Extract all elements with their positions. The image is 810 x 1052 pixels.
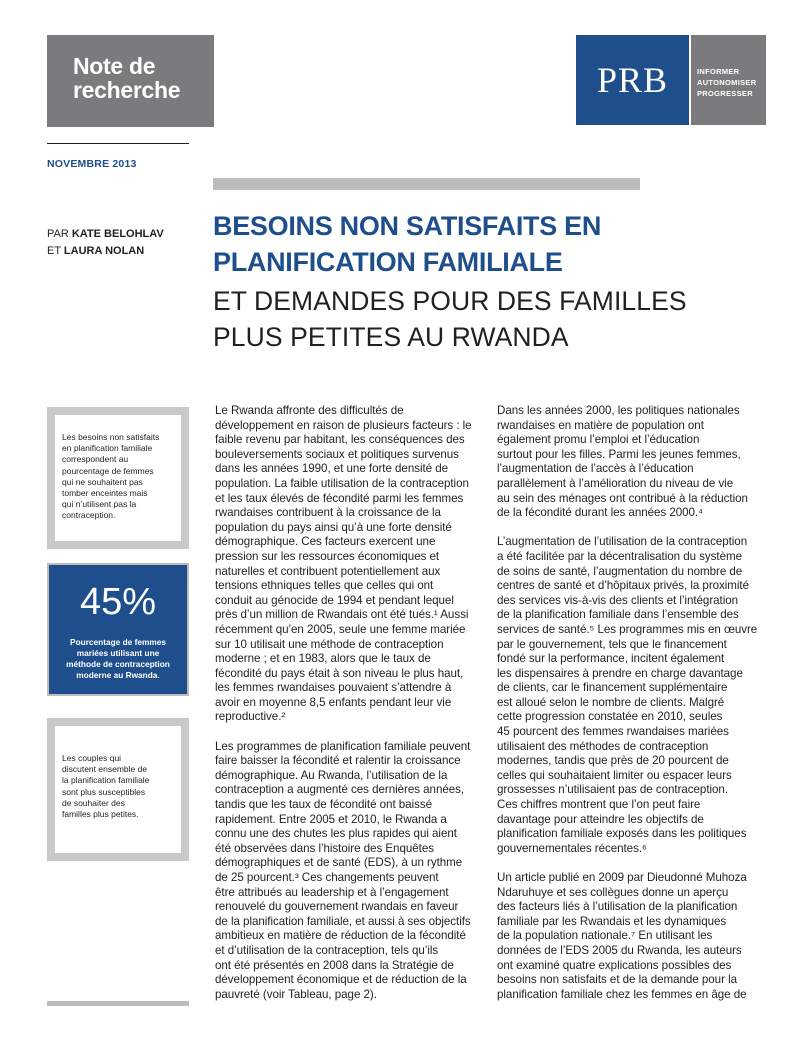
col1-line: tandis que les taux de fécondité ont baissé bbox=[215, 798, 432, 812]
col1-line: conduit au génocide de 1994 et pendant lequel bbox=[215, 593, 454, 607]
statcap-line: mariées utilisant une bbox=[76, 648, 160, 658]
col1-line: faible revenu par habitant, les conséquences des bbox=[215, 433, 465, 447]
col1-line: sur 10 utilisait une méthode de contraception bbox=[215, 637, 444, 651]
col1-line: de la planification familiale, et aussi à ses objectifs bbox=[215, 914, 471, 928]
col1-line: rapidement. Entre 2005 et 2010, le Rwanda a bbox=[215, 812, 447, 826]
sidebar-bottom-rule bbox=[47, 1001, 189, 1006]
series-label-line2: recherche bbox=[73, 77, 181, 103]
box3-line: la planification familiale bbox=[62, 775, 150, 786]
col2-line: par le gouvernement, tels que le financement bbox=[497, 637, 727, 651]
col1-line: avoir en moyenne 8,5 enfants pendant leur vie bbox=[215, 695, 452, 709]
title-sub-line2: PLUS PETITES AU RWANDA bbox=[213, 322, 569, 352]
author-1: KATE BELOHLAV bbox=[71, 228, 164, 240]
col2-line: Ces chiffres montrent que l’on peut faire bbox=[497, 798, 701, 812]
col2-line: des services vis-à-vis des clients et l’intégration bbox=[497, 593, 739, 607]
col2-line: des facteurs liés à l’utilisation de la planification bbox=[497, 900, 738, 914]
definition-callout bbox=[47, 407, 189, 549]
col1-line: être attribués au leadership et à l’engagement bbox=[215, 885, 449, 899]
box1-line: qui n’utilisent pas la bbox=[62, 499, 137, 510]
author-prefix-1: PAR bbox=[47, 228, 72, 240]
statistic-caption bbox=[55, 637, 181, 681]
col2-line: planification familiale exposés dans les politiques bbox=[497, 827, 747, 841]
col1-line: les femmes rwandaises pouvaient s’attendre à bbox=[215, 681, 452, 695]
col1-line: dans les années 1990, et une forte densité de bbox=[215, 462, 449, 476]
couples-callout bbox=[47, 718, 189, 861]
author-2: LAURA NOLAN bbox=[63, 245, 145, 257]
col1-line: renouvelé du gouvernement rwandais en faveur bbox=[215, 900, 459, 914]
col1-line: développement économique et de réduction de la bbox=[215, 973, 467, 987]
body-column-1 bbox=[215, 404, 487, 1002]
prb-logo-text: PRB bbox=[596, 60, 669, 100]
col1-line: et d’utilisation de la contraception, tels qu’ils bbox=[215, 943, 439, 957]
body-column-2 bbox=[497, 404, 777, 1002]
col1-line: ambitieux en matière de réduction de la fécondité bbox=[215, 929, 466, 943]
couples-text bbox=[62, 753, 149, 820]
col2-line: davantage pour atteindre les objectifs de bbox=[497, 812, 704, 826]
col2-line: parallèlement à l’amélioration du niveau de vie bbox=[497, 476, 734, 490]
prb-logo[interactable] bbox=[576, 35, 689, 125]
col2-line: besoins non satisfaits et de la demande pour la bbox=[497, 973, 737, 987]
title-main-line1: BESOINS NON SATISFAITS EN bbox=[213, 211, 602, 241]
box3-line: familles plus petites. bbox=[62, 809, 139, 820]
col2-line: grossesses n’utilisaient pas de contraception. bbox=[497, 783, 728, 797]
series-label-box bbox=[47, 35, 214, 127]
title-main-line2: PLANIFICATION FAMILIALE bbox=[213, 247, 563, 277]
statcap-line: moderne au Rwanda. bbox=[76, 670, 160, 680]
col2-line: cette progression constatée en 2010, seules bbox=[497, 710, 723, 724]
statcap-line: Pourcentage de femmes bbox=[70, 637, 166, 647]
col2-line: services de santé.⁵ Les programmes mis en œuvre bbox=[497, 622, 758, 636]
col2-line: Un article publié en 2009 par Dieudonné Muhoza bbox=[497, 871, 747, 884]
col1-line: population. La faible utilisation de la contraception bbox=[215, 476, 469, 490]
col1-line: Les programmes de planification familiale peuvent bbox=[215, 739, 471, 753]
header-divider bbox=[47, 143, 189, 144]
col2-line: de la planification familiale dans l’ensemble des bbox=[497, 608, 739, 622]
col2-line: de soins de santé, l’augmentation du nombre de bbox=[497, 564, 743, 578]
col1-line: connu une des chutes les plus rapides qui aient bbox=[215, 827, 457, 841]
col1-line: et les taux élevés de fécondité parmi les femmes bbox=[215, 491, 464, 505]
box1-line: correspondent au bbox=[62, 454, 129, 465]
col2-line bbox=[497, 521, 777, 536]
col1-line: rwandaises contribuent à la croissance de la bbox=[215, 506, 441, 520]
col2-line: a été facilitée par la décentralisation du système bbox=[497, 549, 742, 563]
col1-line: récemment qu’en 2005, seule une femme mariée bbox=[215, 622, 466, 636]
col2-line: également promu l’emploi et l’éducation bbox=[497, 433, 700, 447]
statistic-callout bbox=[47, 563, 189, 696]
col1-line: reproductive.² bbox=[215, 710, 286, 724]
col1-line: démographiques et de santé (EDS), à un rythme bbox=[215, 856, 463, 870]
col1-line: démographique. Ces facteurs exercent une bbox=[215, 535, 436, 549]
col1-line: pression sur les ressources économiques et bbox=[215, 549, 440, 563]
col1-line: été observées dans l’histoire des Enquêtes bbox=[215, 841, 434, 855]
col2-line: utilisaient des méthodes de contraception bbox=[497, 739, 709, 753]
definition-text bbox=[62, 432, 159, 522]
col1-line: Le Rwanda affronte des difficultés de bbox=[215, 404, 404, 417]
col2-line: centres de santé et d’hôpitaux privés, la proximité bbox=[497, 579, 750, 593]
col1-line: faire baisser la fécondité et ralentir la croissance bbox=[215, 754, 461, 768]
col1-line bbox=[215, 725, 487, 740]
col1-line: fécondité du pays était à son niveau le plus haut, bbox=[215, 666, 464, 680]
col1-line: ont été présentés en 2008 dans la Stratégie de bbox=[215, 958, 454, 972]
col2-line: est alloué selon le nombre de clients. Malgré bbox=[497, 695, 725, 709]
prb-tag-advance: PROGRESSER bbox=[697, 89, 753, 98]
prb-tag-inform: INFORMER bbox=[697, 67, 740, 76]
col1-line: contraception a augmenté ces dernières années, bbox=[215, 783, 465, 797]
box1-line: Les besoins non satisfaits bbox=[62, 432, 160, 442]
col1-line: naturelles et contribuent potentiellement aux bbox=[215, 564, 441, 578]
col2-line: de la population nationale.⁷ En utilisant les bbox=[497, 929, 713, 943]
box1-line: en planification familiale bbox=[62, 443, 153, 454]
col2-line: surtout pour les filles. Parmi les jeunes femmes, bbox=[497, 447, 741, 461]
col2-line: 45 pourcent des femmes rwandaises mariées bbox=[497, 725, 729, 739]
col2-line: Ndaruhuye et ses collègues donne un aperçu bbox=[497, 885, 729, 899]
col2-line: Dans les années 2000, les politiques nationales bbox=[497, 404, 740, 417]
col2-line: au sein des ménages ont contribué à la réduction bbox=[497, 491, 748, 505]
box1-line: qui ne souhaitent pas bbox=[62, 476, 143, 487]
box3-line: discutent ensemble de bbox=[62, 764, 148, 775]
box1-line: tomber enceintes mais bbox=[62, 488, 148, 499]
col1-line: développement en raison de plusieurs facteurs : le bbox=[215, 418, 472, 432]
col1-line: démographique. Au Rwanda, l’utilisation de la bbox=[215, 768, 448, 782]
col1-line: près d’un million de Rwandais ont été tués.¹ Aussi bbox=[215, 608, 469, 622]
series-label-line1: Note de bbox=[73, 53, 156, 79]
prb-tag-empower: AUTONOMISER bbox=[697, 78, 757, 87]
col2-line: planification familiale chez les femmes en âge de bbox=[497, 987, 747, 1001]
box3-line: sont plus susceptibles bbox=[62, 786, 146, 797]
box3-line: Les couples qui bbox=[62, 753, 122, 763]
col1-line: bouleversements sociaux et politiques survenus bbox=[215, 447, 459, 461]
prb-tagline-box bbox=[691, 35, 766, 125]
col1-line: population du pays ainsi qu’à une forte densité bbox=[215, 520, 452, 534]
box3-line: de souhaiter des bbox=[62, 797, 125, 808]
col1-line: pauvreté (voir Tableau, page 2). bbox=[215, 987, 377, 1001]
title-accent-bar bbox=[213, 178, 640, 190]
col2-line: l’augmentation de l’accès à l’éducation bbox=[497, 462, 694, 476]
col1-line: moderne ; et en 1983, alors que le taux de bbox=[215, 652, 431, 666]
publication-date: NOVEMBRE 2013 bbox=[47, 158, 137, 170]
col2-line: rwandaises en matière de population ont bbox=[497, 418, 704, 432]
series-label bbox=[73, 54, 180, 102]
col2-line: fondé sur la performance, incitent également bbox=[497, 652, 725, 666]
title-sub-line1: ET DEMANDES POUR DES FAMILLES bbox=[213, 286, 687, 316]
col2-line: familiale par les Rwandais et les dynamiques bbox=[497, 914, 727, 928]
col2-line: de clients, car le financement supplémentaire bbox=[497, 681, 728, 695]
col1-line: tensions ethniques telles que celles qui ont bbox=[215, 579, 434, 593]
col2-line: ont examiné quatre explications possibles des bbox=[497, 958, 732, 972]
author-prefix-2: ET bbox=[47, 245, 64, 257]
col2-line: modernes, tandis que près de 20 pourcent de bbox=[497, 754, 729, 768]
statcap-line: méthode de contraception bbox=[66, 659, 170, 669]
col2-line bbox=[497, 856, 777, 871]
col2-line: L’augmentation de l’utilisation de la contraception bbox=[497, 535, 748, 549]
col2-line: les dispensaires à prendre en charge davantage bbox=[497, 666, 743, 680]
col1-line: de 25 pourcent.³ Ces changements peuvent bbox=[215, 871, 439, 884]
col2-line: données de l’EDS 2005 du Rwanda, les auteurs bbox=[497, 943, 742, 957]
statistic-value: 45% bbox=[79, 581, 157, 623]
authors bbox=[47, 226, 164, 260]
box1-line: contraception. bbox=[62, 510, 116, 521]
box1-line: pourcentage de femmes bbox=[62, 465, 154, 476]
col2-line: celles qui souhaitaient limiter ou espacer leurs bbox=[497, 768, 732, 782]
col2-line: gouvernementales récentes.⁶ bbox=[497, 841, 647, 855]
col2-line: de la fécondité durant les années 2000.⁴ bbox=[497, 506, 704, 520]
